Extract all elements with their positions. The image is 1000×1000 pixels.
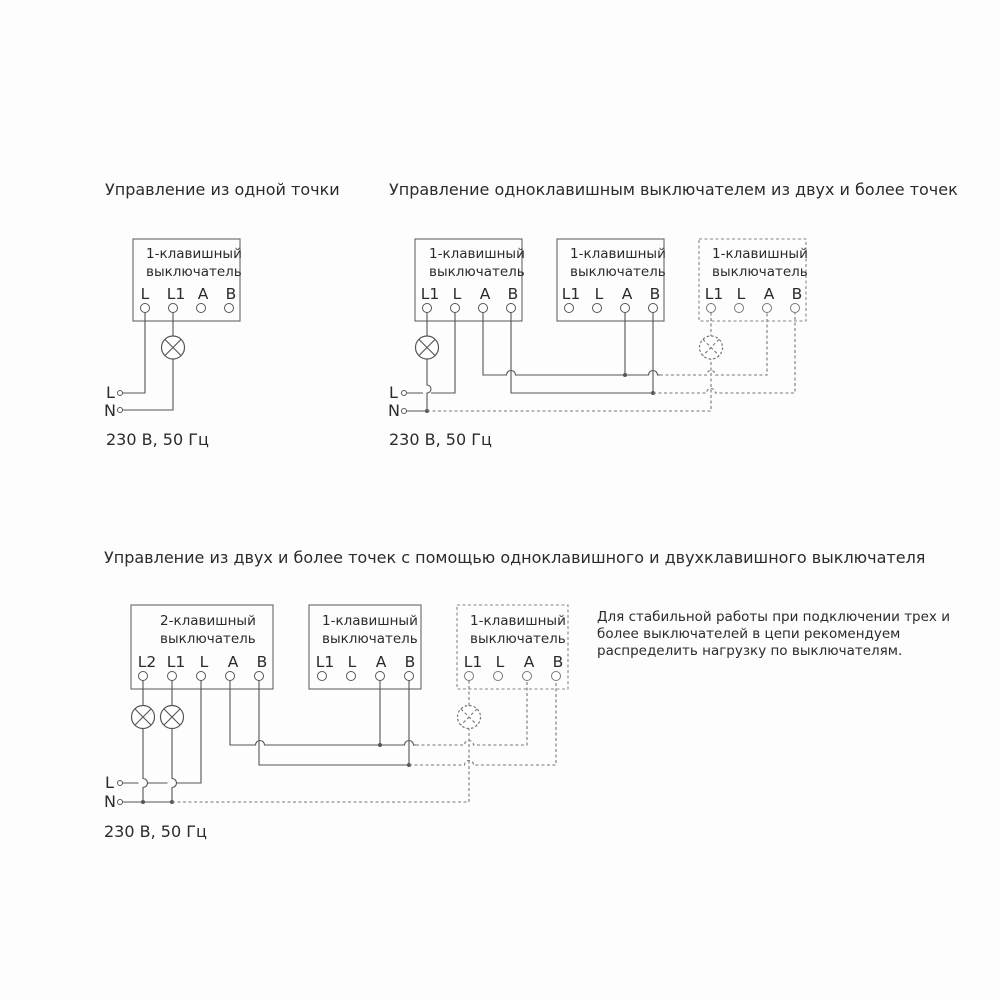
s2-sw1-terminal-b — [507, 304, 516, 313]
s2-wire-b-ext — [653, 313, 795, 394]
s2-voltage-label: 230 В, 50 Гц — [389, 430, 492, 449]
s3-sw2-terminal-l — [347, 672, 356, 681]
s3-wire-live — [121, 681, 201, 784]
s3-sw2-label-b: B — [404, 653, 416, 671]
s3-sw1-terminal-l1 — [168, 672, 177, 681]
s3-switch-1-line1: 2-клавишный — [160, 613, 256, 629]
s2-wire-lamp1-neutral — [427, 359, 431, 411]
s3-switch-2-line2: выключатель — [322, 631, 418, 647]
s3-source-n-label: N — [104, 792, 116, 811]
s2-lamp-1-icon — [416, 336, 439, 359]
s2-lamp-3-icon — [700, 336, 723, 359]
section1-title: Управление из одной точки — [105, 180, 340, 199]
s2-source-n-label: N — [388, 401, 400, 420]
s2-sw2-label-l: L — [594, 285, 604, 303]
s2-switch-2 — [557, 239, 666, 321]
s3-sw2-terminal-b — [405, 672, 414, 681]
s1-voltage-label: 230 В, 50 Гц — [106, 430, 209, 449]
s2-switch-1 — [415, 239, 525, 321]
s3-junction-n1 — [141, 800, 145, 804]
s2-wire-a-bus — [483, 313, 625, 376]
s2-sw2-terminal-a — [621, 304, 630, 313]
s2-sw3-terminal-a — [763, 304, 772, 313]
s3-sw1-terminal-a — [226, 672, 235, 681]
s1-terminal-a — [197, 304, 206, 313]
s2-switch-3-line2: выключатель — [712, 264, 808, 280]
s3-switch-3-line2: выключатель — [470, 631, 566, 647]
s3-note-line-1: Для стабильной работы при подключении трех и — [597, 609, 950, 625]
s2-sw2-label-a: A — [621, 285, 633, 303]
s3-junction-a — [378, 743, 382, 747]
s2-sw1-terminal-l — [451, 304, 460, 313]
s1-terminal-label-l: L — [140, 285, 150, 303]
s1-switch-line1: 1-клавишный — [146, 246, 242, 262]
s2-wire-b-bus — [511, 313, 653, 394]
s3-sw2-terminal-a — [376, 672, 385, 681]
s3-sw3-label-b: B — [552, 653, 564, 671]
s2-switch-1-line2: выключатель — [429, 264, 525, 280]
s3-sw3-terminal-l1 — [465, 672, 474, 681]
s3-switch-2-line1: 1-клавишный — [322, 613, 418, 629]
s2-sw1-label-l: L — [452, 285, 462, 303]
s3-lamp-l1-icon — [161, 706, 184, 729]
s2-sw1-terminal-l1 — [423, 304, 432, 313]
s2-sw3-label-l1: L1 — [704, 285, 724, 303]
s2-sw2-label-l1: L1 — [561, 285, 581, 303]
s1-terminal-label-a: A — [197, 285, 209, 303]
s3-sw3-label-l: L — [495, 653, 505, 671]
s3-source-n-terminal — [118, 800, 123, 805]
s3-switch-1 — [131, 605, 273, 689]
s3-sw2-terminal-l1 — [318, 672, 327, 681]
s3-sw3-label-a: A — [523, 653, 535, 671]
s2-wire-a-cross — [625, 371, 660, 376]
s2-sw2-terminal-l — [593, 304, 602, 313]
s3-wire-lamp-l2-neutral — [143, 729, 148, 803]
section-single-key-multi-point — [388, 180, 958, 449]
s3-sw1-label-l: L — [199, 653, 209, 671]
s2-sw2-terminal-l1 — [565, 304, 574, 313]
s3-note-line-2: более выключателей в цепи рекомендуем — [597, 626, 901, 642]
s2-source-n-terminal — [402, 409, 407, 414]
s3-sw3-terminal-a — [523, 672, 532, 681]
s2-wire-neutral-ext — [427, 359, 711, 411]
s3-sw2-label-a: A — [375, 653, 387, 671]
s1-source-n-label: N — [104, 401, 116, 420]
s2-source-l-terminal — [402, 391, 407, 396]
s3-source-l-terminal — [118, 781, 123, 786]
s2-switch-2-line2: выключатель — [570, 264, 666, 280]
s2-sw3-label-b: B — [791, 285, 803, 303]
s2-sw1-label-b: B — [507, 285, 519, 303]
s3-lamp-3-icon — [458, 706, 481, 729]
s3-wire-lamp-l1-neutral — [172, 729, 177, 803]
s1-switch-line2: выключатель — [146, 264, 242, 280]
s3-sw1-terminal-b — [255, 672, 264, 681]
section3-title: Управление из двух и более точек с помощью одноклавишного и двухклавишного выключателя — [104, 548, 926, 567]
section-single-point — [104, 180, 340, 449]
s3-switch-3 — [457, 605, 568, 689]
section2-title: Управление одноклавишным выключателем из двух и более точек — [389, 180, 958, 199]
s2-source-l-label: L — [389, 383, 398, 402]
s1-wire-neutral — [121, 359, 173, 410]
s3-sw1-terminal-l2 — [139, 672, 148, 681]
s2-sw2-label-b: B — [649, 285, 661, 303]
s3-voltage-label: 230 В, 50 Гц — [104, 822, 207, 841]
section-one-and-two-key — [104, 548, 950, 841]
s1-terminal-l — [141, 304, 150, 313]
s3-sw1-label-b: B — [256, 653, 268, 671]
s3-lamp-l2-icon — [132, 706, 155, 729]
s1-source-l-label: L — [106, 383, 115, 402]
s2-sw3-terminal-b — [791, 304, 800, 313]
s2-switch-3-line1: 1-клавишный — [712, 246, 808, 262]
s3-switch-1-line2: выключатель — [160, 631, 256, 647]
s3-sw1-label-l2: L2 — [137, 653, 157, 671]
s3-sw1-label-l1: L1 — [166, 653, 186, 671]
s2-sw3-terminal-l — [735, 304, 744, 313]
s3-source-l-label: L — [105, 773, 114, 792]
s2-switch-1-line1: 1-клавишный — [429, 246, 525, 262]
s3-wire-a-cross — [380, 741, 416, 746]
s1-source-l-terminal — [118, 391, 123, 396]
s2-sw1-label-l1: L1 — [420, 285, 440, 303]
s3-sw2-label-l: L — [347, 653, 357, 671]
s2-sw3-terminal-l1 — [707, 304, 716, 313]
s1-terminal-b — [225, 304, 234, 313]
s3-wire-a-bus — [230, 681, 380, 746]
s1-lamp-icon — [162, 336, 185, 359]
s3-wire-b-bus — [259, 681, 409, 766]
s2-sw3-label-a: A — [763, 285, 775, 303]
s1-terminal-l1 — [169, 304, 178, 313]
s1-wire-live — [121, 313, 145, 394]
s2-sw3-label-l: L — [736, 285, 746, 303]
s3-switch-3-line1: 1-клавишный — [470, 613, 566, 629]
s2-switch-2-line1: 1-клавишный — [570, 246, 666, 262]
s1-terminal-label-b: B — [225, 285, 237, 303]
s2-sw1-terminal-a — [479, 304, 488, 313]
s3-sw3-terminal-b — [552, 672, 561, 681]
s3-sw3-label-l1: L1 — [463, 653, 483, 671]
s3-sw2-label-l1: L1 — [315, 653, 335, 671]
s2-sw2-terminal-b — [649, 304, 658, 313]
s3-note-line-3: распределить нагрузку по выключателям. — [597, 643, 903, 659]
s3-switch-2 — [309, 605, 421, 689]
s3-sw3-terminal-l — [494, 672, 503, 681]
s2-switch-3 — [699, 239, 808, 321]
s1-terminal-label-l1: L1 — [166, 285, 186, 303]
s2-sw1-label-a: A — [479, 285, 491, 303]
s2-junction-a — [623, 373, 627, 377]
s1-source-n-terminal — [118, 408, 123, 413]
s3-sw1-terminal-l — [197, 672, 206, 681]
s3-sw1-label-a: A — [227, 653, 239, 671]
s1-switch — [133, 239, 242, 321]
s3-wire-b-ext — [409, 681, 556, 766]
